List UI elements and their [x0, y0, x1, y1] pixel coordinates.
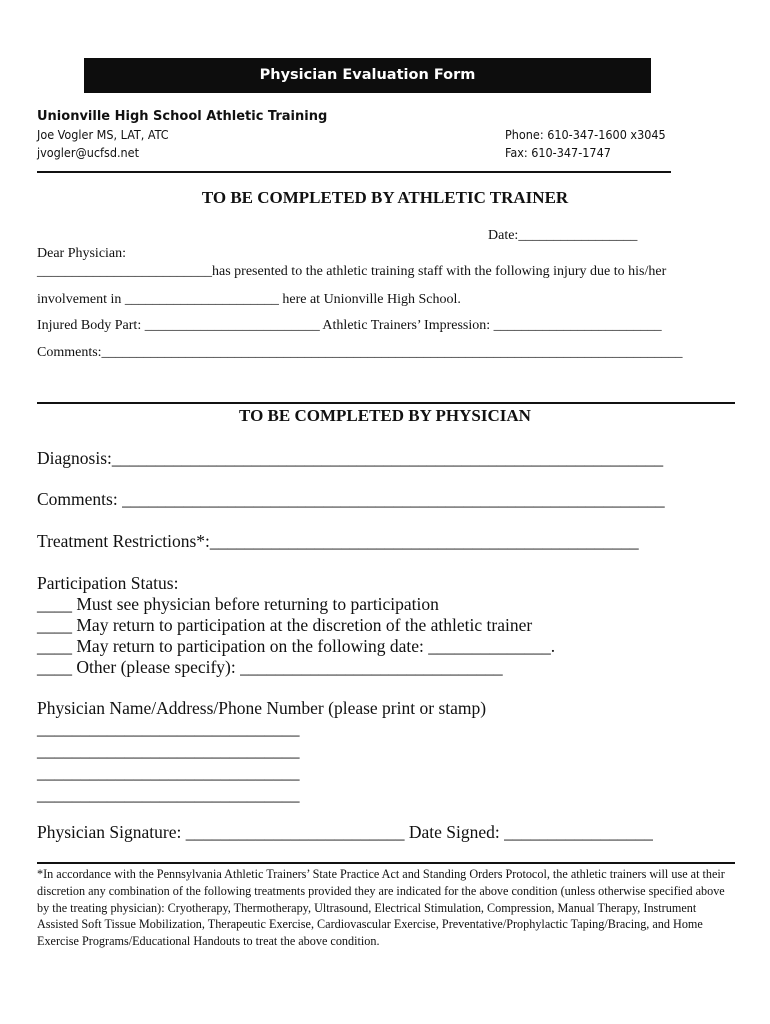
trainer-section-heading: TO BE COMPLETED BY ATHLETIC TRAINER — [201, 188, 569, 207]
physician-info-line[interactable]: ______________________________ — [37, 718, 300, 738]
athlete-name-field[interactable]: _________________________has presented to the athletic training staff with the following injury due to his/her — [37, 264, 667, 279]
physician-comments-field[interactable]: Comments: ______________________________________________________________ — [37, 489, 665, 509]
date-field[interactable]: Date:_________________ — [488, 228, 638, 243]
contact-phone: Phone: 610-347-1600 x3045 — [505, 127, 666, 142]
form-title-banner: Physician Evaluation Form — [84, 58, 651, 93]
diagnosis-field[interactable]: Diagnosis:_______________________________________________________________ — [37, 448, 664, 468]
header-divider — [37, 171, 671, 173]
physician-info-line[interactable]: ______________________________ — [37, 762, 300, 782]
participation-option[interactable]: ____ Must see physician before returning to participation — [37, 594, 439, 614]
physician-info-label: Physician Name/Address/Phone Number (please print or stamp) — [37, 698, 487, 718]
contact-name: Joe Vogler MS, LAT, ATC — [37, 127, 169, 142]
physician-section-heading: TO BE COMPLETED BY PHYSICIAN — [239, 406, 531, 425]
contact-fax: Fax: 610-347-1747 — [505, 145, 611, 160]
participation-status-label: Participation Status: — [37, 573, 179, 593]
involvement-field[interactable]: involvement in ______________________ here at Unionville High School. — [37, 292, 461, 307]
participation-option[interactable]: ____ Other (please specify): ______________________________ — [37, 657, 503, 677]
participation-option[interactable]: ____ May return to participation on the following date: ______________. — [37, 636, 556, 656]
physician-info-line[interactable]: ______________________________ — [37, 740, 300, 760]
participation-option[interactable]: ____ May return to participation at the discretion of the athletic trainer — [37, 615, 533, 635]
signature-field[interactable]: Physician Signature: _________________________ Date Signed: _________________ — [37, 822, 653, 842]
trainer-comments-field[interactable]: Comments:___________________________________________________________________________________ — [37, 345, 683, 360]
treatment-restrictions-field[interactable]: Treatment Restrictions*:_________________________________________________ — [37, 531, 639, 551]
contact-email: jvogler@ucfsd.net — [37, 145, 140, 160]
physician-info-line[interactable]: ______________________________ — [37, 784, 300, 804]
section-divider — [37, 402, 735, 404]
organization-name: Unionville High School Athletic Training — [37, 109, 328, 124]
injured-body-part-field[interactable]: Injured Body Part: _________________________ Athletic Trainers’ Impression: ________________________ — [37, 318, 662, 333]
footnote-divider — [37, 862, 735, 864]
greeting-text: Dear Physician: — [37, 246, 127, 261]
footnote-text: *In accordance with the Pennsylvania Athletic Trainers’ State Practice Act and Standing Orders Protocol, the athletic trainers will use at their discretion any combination of the following treatments provided they are indicated for the above condition (unless otherwise specified above by the treating physician): Cryotherapy, Thermotherapy, Ultrasound, Electrical Stimulation, Compression, Manual Therapy, Instrument Assisted Soft Tissue Mobilization, Therapeutic Exercise, Cardiovascular Exercise, Preventative/Prophylactic Taping/Bracing, and Home Exercise Programs/Educational Handouts to treat the above condition. — [37, 867, 725, 949]
